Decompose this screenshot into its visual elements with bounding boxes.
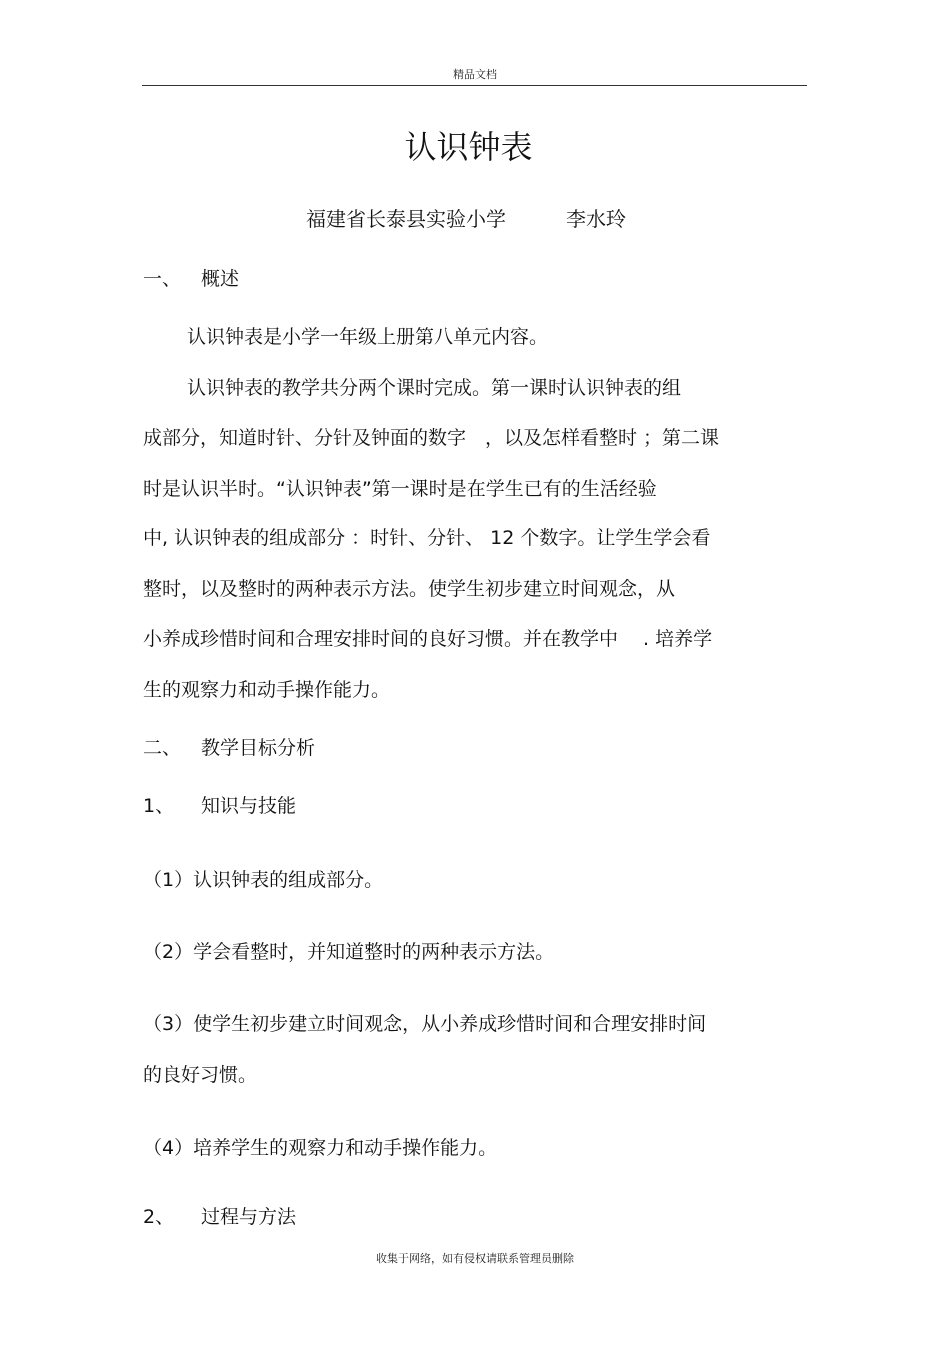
school-name: 福建省长泰县实验小学 bbox=[306, 207, 506, 231]
page-footer: 收集于网络，如有侵权请联系管理员删除 bbox=[376, 1252, 574, 1265]
list-item: （3）使学生初步建立时间观念，从小养成珍惜时间和合理安排时间 bbox=[143, 1013, 707, 1035]
paragraph-line: 认识钟表是小学一年级上册第八单元内容。 bbox=[187, 326, 549, 348]
list-item: （2）学会看整时，并知道整时的两种表示方法。 bbox=[143, 941, 555, 963]
list-item: （4）培养学生的观察力和动手操作能力。 bbox=[143, 1137, 498, 1159]
page-header: 精品文档 bbox=[453, 68, 497, 81]
paragraph-line: 小养成珍惜时间和合理安排时间的良好习惯。并在教学中 . 培养学 bbox=[143, 628, 713, 650]
section-number: 二、 bbox=[143, 737, 182, 759]
paragraph-line: 时是认识半时。“认识钟表”第一课时是在学生已有的生活经验 bbox=[143, 478, 657, 500]
list-item-continuation: 的良好习惯。 bbox=[143, 1064, 258, 1086]
subsection-number: 2、 bbox=[143, 1206, 175, 1228]
list-item: （1）认识钟表的组成部分。 bbox=[143, 869, 384, 891]
paragraph-line: 中, 认识钟表的组成部分 ：时针、分针、 12 个数字。让学生学会看 bbox=[143, 527, 711, 549]
paragraph-line: 成部分，知道时针、分针及钟面的数字 ，以及怎样看整时 ；第二课 bbox=[143, 427, 720, 449]
section-heading: 概述 bbox=[201, 268, 240, 290]
document-title: 认识钟表 bbox=[404, 128, 533, 166]
section-heading: 教学目标分析 bbox=[201, 737, 316, 759]
subsection-number: 1、 bbox=[143, 795, 175, 817]
paragraph-line: 认识钟表的教学共分两个课时完成。第一课时认识钟表的组 bbox=[187, 377, 682, 399]
author-name: 李水玲 bbox=[566, 207, 626, 231]
byline bbox=[306, 203, 626, 232]
subsection-heading: 过程与方法 bbox=[201, 1206, 297, 1228]
subsection-heading: 知识与技能 bbox=[201, 795, 297, 817]
paragraph-line: 整时，以及整时的两种表示方法。使学生初步建立时间观念，从 bbox=[143, 578, 676, 600]
header-rule bbox=[142, 85, 807, 86]
paragraph-line: 生的观察力和动手操作能力。 bbox=[143, 679, 391, 701]
section-number: 一、 bbox=[143, 268, 182, 290]
